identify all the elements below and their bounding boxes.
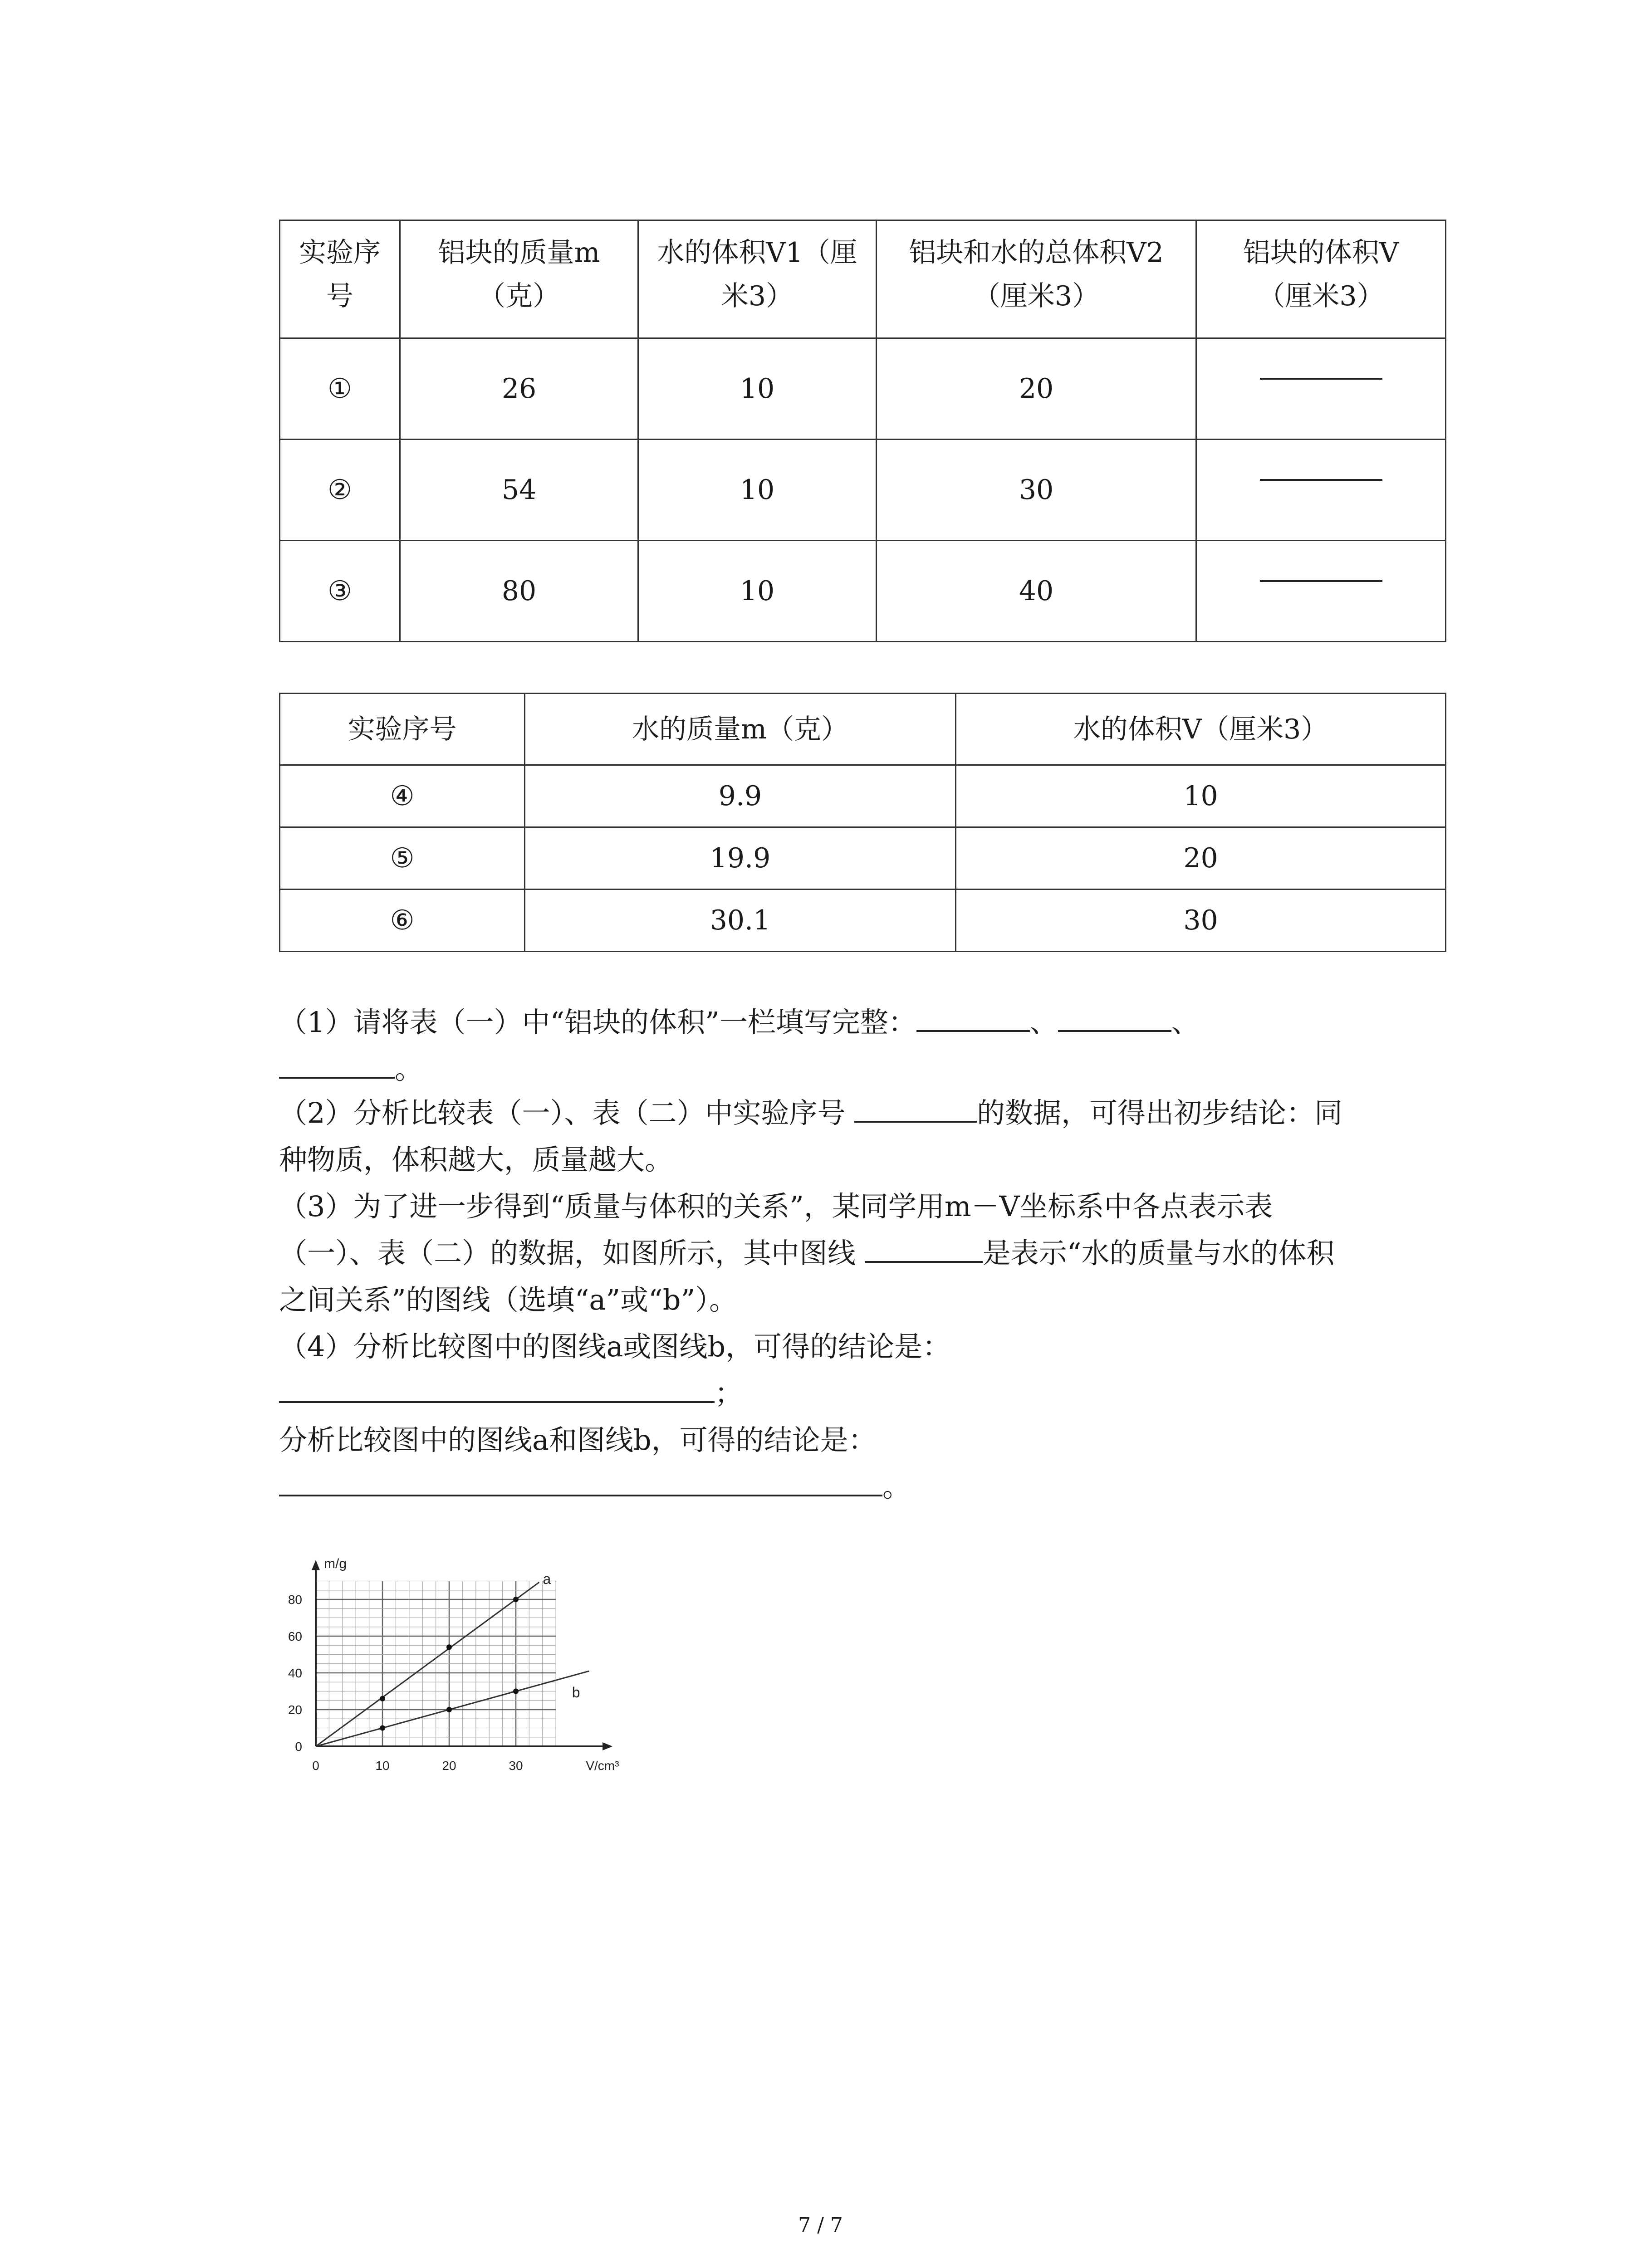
mass-volume-chart (272, 1492, 653, 1787)
table-aluminum (279, 220, 1446, 642)
volume-cell: 20 (956, 827, 1446, 890)
question-1-cont: 。 (279, 1045, 423, 1094)
y-axis-label: m/g (324, 1556, 347, 1572)
answer-blank[interactable] (1058, 1030, 1171, 1032)
table-row (280, 765, 1446, 827)
series-label-a: a (543, 1571, 551, 1588)
question-4-part2: 分析比较图中的图线a和图线b，可得的结论是： (279, 1423, 877, 1457)
row-id: ② (280, 440, 400, 541)
v2-cell: 40 (877, 541, 1196, 642)
header-cell: 水的体积V1（厘 米3） (638, 220, 877, 338)
header-cell: 实验序号 (280, 694, 525, 765)
x-axis-label: V/cm³ (586, 1759, 619, 1773)
mass-cell: 9.9 (525, 765, 956, 827)
x-tick-label: 10 (375, 1759, 390, 1773)
data-point-a (446, 1644, 452, 1650)
header-cell: 实验序 号 (280, 220, 400, 338)
table-row (280, 541, 1446, 642)
question-4-blank-line: ； (279, 1369, 743, 1418)
data-point-b (513, 1689, 519, 1694)
row-id: ④ (280, 765, 525, 827)
x-tick-label: 0 (312, 1759, 319, 1773)
question-3: （3）为了进一步得到“质量与体积的关系”，某同学用m－V坐标系中各点表示表 (279, 1190, 1273, 1223)
table-row (280, 827, 1446, 890)
data-point-b (446, 1707, 452, 1712)
header-cell: 水的体积V（厘米3） (956, 694, 1446, 765)
data-point-b (380, 1725, 385, 1731)
table-row (280, 338, 1446, 440)
question-2: （2）分析比较表（一）、表（二）中实验序号 的数据，可得出初步结论：同 (279, 1096, 1343, 1129)
table-header-row (280, 220, 1446, 338)
y-tick-label: 40 (288, 1666, 302, 1680)
v2-cell: 20 (877, 338, 1196, 440)
question-3-cont2: 之间关系”的图线（选填“a”或“b”）。 (279, 1283, 738, 1316)
x-tick-label: 20 (442, 1759, 456, 1773)
y-tick-label: 20 (288, 1703, 302, 1717)
v2-cell: 30 (877, 440, 1196, 541)
question-4: （4）分析比较图中的图线a或图线b，可得的结论是： (279, 1330, 951, 1363)
page-number: 7 / 7 (798, 2214, 843, 2237)
table-row (280, 890, 1446, 952)
v1-cell: 10 (638, 440, 877, 541)
header-cell: 铝块的体积V （厘米3） (1196, 220, 1446, 338)
row-id: ⑤ (280, 827, 525, 890)
answer-blank[interactable] (279, 1077, 395, 1079)
table-row (280, 440, 1446, 541)
question-1: （1）请将表（一）中“铝块的体积”一栏填写完整： 、 、 (279, 1006, 1200, 1039)
header-cell: 铝块和水的总体积V2 （厘米3） (877, 220, 1196, 338)
mass-cell: 19.9 (525, 827, 956, 890)
header-cell: 水的质量m（克） (525, 694, 956, 765)
answer-blank[interactable] (916, 1030, 1030, 1032)
answer-blank[interactable] (865, 1261, 983, 1263)
x-axis-arrow (603, 1742, 612, 1750)
v1-cell: 10 (638, 541, 877, 642)
answer-blank-cell[interactable] (1196, 338, 1446, 440)
mass-cell: 30.1 (525, 890, 956, 952)
y-tick-label: 0 (295, 1740, 302, 1754)
mass-cell: 26 (400, 338, 638, 440)
v1-cell: 10 (638, 338, 877, 440)
header-cell: 铝块的质量m （克） (400, 220, 638, 338)
question-4-blank-line-2: 。 (279, 1462, 911, 1511)
x-tick-label: 30 (509, 1759, 523, 1773)
series-line-a (316, 1582, 539, 1746)
answer-blank-cell[interactable] (1196, 541, 1446, 642)
mass-cell: 54 (400, 440, 638, 541)
question-2-cont: 种物质，体积越大，质量越大。 (279, 1143, 673, 1176)
y-axis-arrow (312, 1560, 320, 1570)
row-id: ⑥ (280, 890, 525, 952)
volume-cell: 30 (956, 890, 1446, 952)
y-tick-label: 80 (288, 1593, 302, 1607)
row-id: ③ (280, 541, 400, 642)
question-3-cont: （一）、表（二）的数据，如图所示，其中图线 是表示“水的质量与水的体积 (279, 1237, 1335, 1270)
table-water (279, 693, 1446, 952)
volume-cell: 10 (956, 765, 1446, 827)
table-header-row (280, 694, 1446, 765)
row-id: ① (280, 338, 400, 440)
answer-blank[interactable] (279, 1401, 715, 1403)
series-label-b: b (572, 1684, 580, 1701)
answer-blank[interactable] (854, 1121, 977, 1123)
mass-cell: 80 (400, 541, 638, 642)
answer-blank-cell[interactable] (1196, 440, 1446, 541)
y-tick-label: 60 (288, 1629, 302, 1643)
data-point-a (380, 1696, 385, 1701)
data-point-a (513, 1597, 519, 1602)
